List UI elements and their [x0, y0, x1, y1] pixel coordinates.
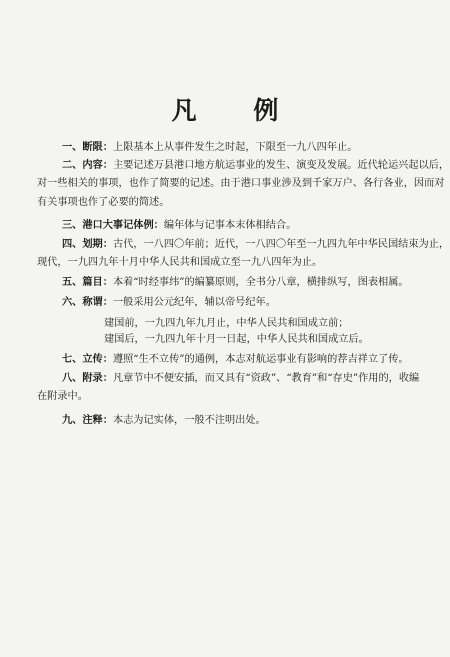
item-label: 七、立传：	[62, 353, 113, 365]
item-chengwei-cont	[104, 333, 369, 347]
item-label: 一、断限：	[62, 141, 113, 153]
item-chengwei	[62, 295, 276, 310]
item-text: 建国前，一九四九年九月止，中华人民共和国成立前；	[104, 318, 349, 329]
item-fulu	[62, 371, 419, 386]
item-text: 遵照“生不立传”的通例，本志对航运事业有影响的荐吉祥立了传。	[112, 354, 409, 365]
page-title: 凡 例	[171, 96, 303, 125]
item-text: 主要记述万县港口地方航运事业的发生、演变及发展。近代轮运兴起以后，	[112, 160, 450, 171]
item-text: 一般采用公元纪年，辅以帝号纪年。	[112, 297, 276, 308]
item-text: 古代，一八四〇年前；近代，一八四〇年至一九四九年中华民国结束为止，	[112, 239, 450, 250]
item-label: 四、划期：	[62, 238, 113, 250]
item-neirong-cont	[37, 177, 445, 191]
item-huaqi-cont	[37, 256, 322, 270]
item-text: 上限基本上从事件发生之时起，下限至一九八四年止。	[112, 142, 358, 153]
item-chengwei-cont	[104, 317, 349, 331]
item-label: 八、附录：	[62, 372, 113, 384]
item-duanxian	[62, 140, 357, 155]
item-label: 三、港口大事记体例：	[62, 219, 164, 231]
item-pianmu	[62, 275, 409, 290]
item-text: 对一些相关的事项，也作了简要的记述。由于港口事业涉及到千家万户、各行各业，因而对	[37, 178, 445, 189]
item-label: 九、注释：	[62, 414, 113, 426]
item-tili	[62, 218, 296, 233]
item-label: 五、篇目：	[62, 276, 113, 288]
item-label: 二、内容：	[62, 159, 113, 171]
item-lizhuan	[62, 352, 409, 367]
item-neirong	[62, 158, 449, 173]
item-text: 编年体与记事本末体相结合。	[163, 220, 297, 231]
item-text: 本志为记实体，一般不注明出处。	[112, 415, 266, 426]
item-huaqi	[62, 237, 449, 252]
item-text: 现代，一九四九年十月中华人民共和国成立至一九八四年为止。	[37, 257, 323, 268]
item-text: 凡章节中不便安插，而又具有“资政”、“教育”和“存史”作用的，收编	[112, 373, 420, 384]
item-text: 建国后，一九四九年十月一日起，中华人民共和国成立后。	[104, 334, 369, 345]
item-label: 六、称谓：	[62, 296, 113, 308]
item-text: 在附录中。	[37, 391, 88, 402]
item-neirong-cont	[37, 196, 169, 210]
item-zhushi	[62, 413, 266, 428]
item-fulu-cont	[37, 390, 88, 404]
item-text: 本着“时经事纬”的编纂原则，全书分八章，横排纵写，图表相属。	[112, 277, 409, 288]
item-text: 有关事项也作了必要的简述。	[37, 197, 170, 208]
